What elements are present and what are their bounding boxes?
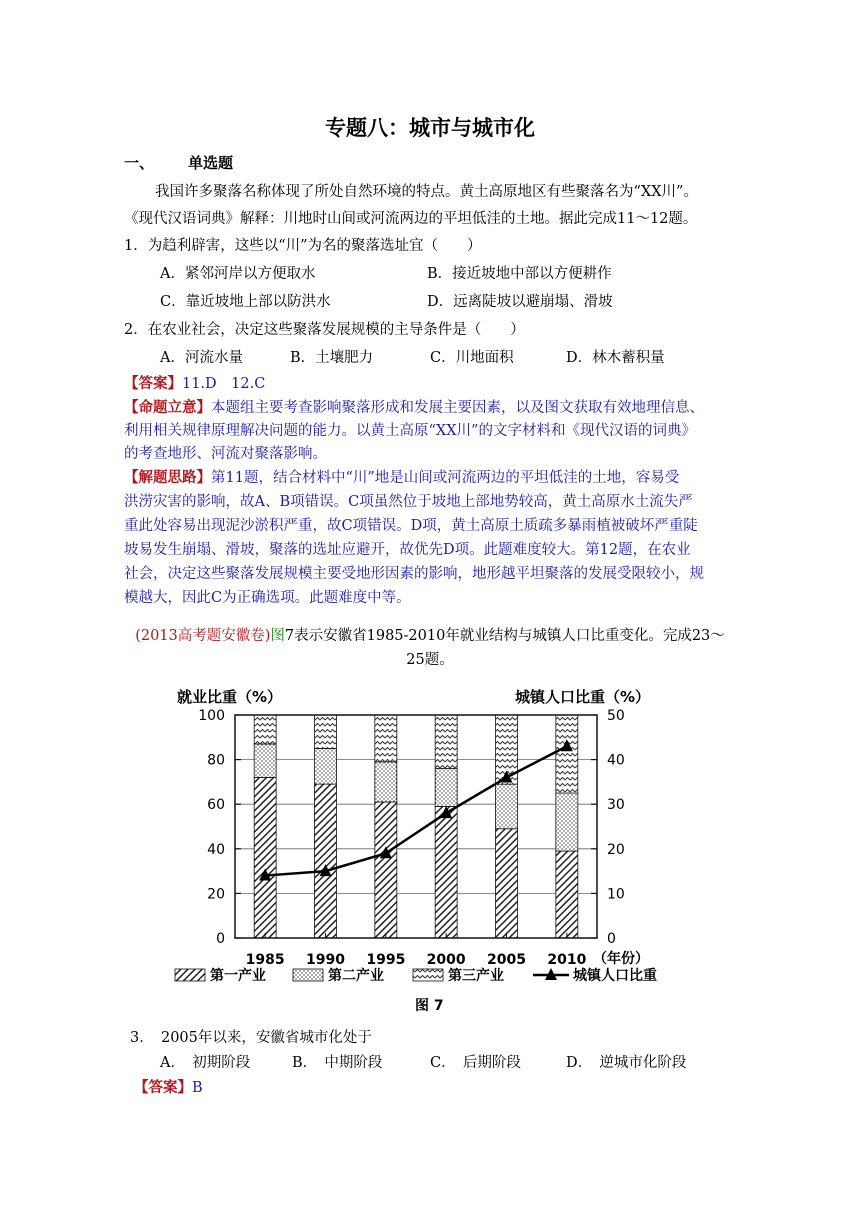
question-2-option-a: A．河流水量 <box>160 350 243 366</box>
chart-bar-3 <box>556 715 578 793</box>
question-3-stem: 3． 2005年以来，安徽省城市化处于 <box>130 1030 372 1046</box>
chart-bar-1 <box>556 851 578 938</box>
chart-bar-2 <box>496 784 518 829</box>
chart-legend-label-4: 城镇人口比重 <box>573 968 657 984</box>
chart-legend-label-2: 第二产业 <box>328 968 384 984</box>
idea-line-1 <box>124 466 679 487</box>
idea-line-5: 社会，决定这些聚落发展规模主要受地形因素的影响，地形越平坦聚落的发展受限较小，规 <box>124 566 704 582</box>
idea-label: 【解题思路】 <box>124 469 211 486</box>
answer-3 <box>134 1076 203 1097</box>
figure-ref: 图 <box>270 628 285 644</box>
question-3-option-c: C． 后期阶段 <box>430 1055 521 1071</box>
chart-xtick-label: 2000 <box>426 952 466 968</box>
idea-text-1: 第11题，结合材料中“川”地是山间或河流两边的平坦低洼的土地，容易受 <box>211 470 680 486</box>
chart-xunit: （年份） <box>593 951 649 967</box>
chart-ytick-right-label: 50 <box>607 708 625 724</box>
question-1-option-d: D．远离陡坡以避崩塌、滑坡 <box>427 294 613 310</box>
idea-line-3: 重此处容易出现泥沙淤积严重，故C项错误。D项，黄土高原土质疏多暴雨植被破坏严重陡 <box>124 518 698 534</box>
chart-bar-3 <box>254 715 276 744</box>
idea-line-6: 模越大，因此C为正确选项。此题难度中等。 <box>124 590 411 606</box>
question-1-stem: 1．为趋利辟害，这些以“川”为名的聚落选址宜（ ） <box>124 238 482 254</box>
section-label: 单选题 <box>188 154 234 172</box>
question-3-option-a: A． 初期阶段 <box>160 1055 251 1071</box>
chart-ylabel-left: 就业比重（%） <box>177 688 283 706</box>
section-heading <box>124 152 233 173</box>
chart-xtick-label: 1990 <box>306 952 345 968</box>
section-number: 一、 <box>124 154 155 172</box>
chart-ytick-left-label: 100 <box>198 708 225 724</box>
question-1-option-a: A．紧邻河岸以方便取水 <box>160 266 316 282</box>
chart-ytick-left-label: 20 <box>207 886 225 903</box>
chart-ytick-right-label: 10 <box>607 886 625 903</box>
answer-1-label: 【答案】 <box>124 375 182 392</box>
chart-bar-2 <box>254 744 276 777</box>
chart-bar-2 <box>435 769 457 807</box>
chart-legend-label-3: 第三产业 <box>448 968 504 984</box>
question-3-option-b: B． 中期阶段 <box>292 1055 383 1071</box>
idea-line-4: 坡易发生崩塌、滑坡，聚落的选址应避开，故优先D项。此题难度较大。第12题，在农业 <box>124 542 691 558</box>
chart-bar-1 <box>315 784 337 938</box>
question-1-option-b: B．接近坡地中部以方便耕作 <box>427 266 612 282</box>
chart-bar-2 <box>375 762 397 802</box>
question-2-stem: 2．在农业社会，决定这些聚落发展规模的主导条件是（ ） <box>124 322 525 338</box>
figure-source: (2013高考题安徽卷) <box>135 628 271 644</box>
chart-bar-3 <box>375 715 397 762</box>
intent-line-3: 的考查地形、河流对聚落影响。 <box>124 446 327 462</box>
chart-ytick-left-label: 0 <box>216 931 225 947</box>
question-1-option-c: C．靠近坡地上部以防洪水 <box>160 294 331 310</box>
intent-text-1: 本题组主要考查影响聚落形成和发展主要因素，以及图文获取有效地理信息、 <box>211 400 704 416</box>
chart-bar-2 <box>315 748 337 784</box>
intent-line-1 <box>124 396 704 417</box>
chart-legend-label-1: 第一产业 <box>210 968 266 984</box>
chart-caption: 图 7 <box>415 998 444 1014</box>
chart-legend-swatch-3 <box>413 969 443 981</box>
answer-3-label: 【答案】 <box>134 1079 192 1096</box>
chart-ytick-left-label: 40 <box>207 841 225 858</box>
intent-line-2: 利用相关规律原理解决问题的能力。以黄土高原“XX川”的文字材料和《现代汉语的词典》 <box>124 423 696 439</box>
question-3-option-d: D． 逆城市化阶段 <box>566 1055 687 1071</box>
chart-xtick-label: 1985 <box>245 952 285 968</box>
intro-line-2: 《现代汉语词典》解释：川地时山间或河流两边的平坦低洼的土地。据此完成11～12题。 <box>124 211 698 227</box>
chart-bar-1 <box>375 802 397 938</box>
figure-intro-line-1 <box>0 624 860 645</box>
chart-ytick-right-label: 30 <box>607 797 625 814</box>
intent-label: 【命题立意】 <box>124 399 211 416</box>
chart-bar-1 <box>254 777 276 938</box>
chart-line-series <box>259 739 573 880</box>
chart-ytick-right-label: 40 <box>607 752 625 769</box>
chart-xtick-label: 1995 <box>366 952 406 968</box>
answer-1 <box>124 372 265 393</box>
chart-ytick-right-label: 0 <box>607 931 616 947</box>
chart-ylabel-right: 城镇人口比重（%） <box>515 688 651 706</box>
intro-line-1: 我国许多聚落名称体现了所处自然环境的特点。黄土高原地区有些聚落名为“XX川”。 <box>155 184 698 200</box>
chart-bars <box>254 715 578 938</box>
chart-legend <box>175 967 657 984</box>
chart-xtick-label: 2005 <box>487 952 526 968</box>
figure-intro-line-2: 25题。 <box>406 652 454 668</box>
chart-xtick-label: 2010 <box>547 952 587 968</box>
chart-yticks-right <box>591 708 625 947</box>
chart-legend-swatch-2 <box>293 969 323 981</box>
answer-3-text: B <box>192 1080 203 1096</box>
chart-ytick-left-label: 80 <box>207 752 225 769</box>
chart-bar-3 <box>315 715 337 748</box>
chart-bar-1 <box>496 829 518 938</box>
chart-bar-3 <box>435 715 457 769</box>
chart-ytick-right-label: 20 <box>607 841 625 858</box>
question-2-option-c: C．川地面积 <box>430 350 514 366</box>
employment-urbanization-chart <box>165 680 685 1020</box>
answer-1-text: 11.D 12.C <box>182 376 266 392</box>
chart-bar-1 <box>435 806 457 938</box>
idea-line-2: 洪涝灾害的影响，故A、B项错误。C项虽然位于坡地上部地势较高，黄土高原水土流失严 <box>124 494 693 510</box>
question-2-option-d: D．林木蓄积量 <box>566 350 665 366</box>
chart-ytick-left-label: 60 <box>207 797 225 814</box>
chart-legend-swatch-1 <box>175 969 205 981</box>
chart-bar-2 <box>556 793 578 851</box>
chart-plot-frame <box>235 715 597 938</box>
question-2-option-b: B．土壤肥力 <box>290 350 374 366</box>
figure-intro-text-1: 7表示安徽省1985-2010年就业结构与城镇人口比重变化。完成23～ <box>284 628 725 644</box>
page-title: 专题八：城市与城市化 <box>325 115 535 140</box>
chart-urban-line <box>265 746 567 875</box>
